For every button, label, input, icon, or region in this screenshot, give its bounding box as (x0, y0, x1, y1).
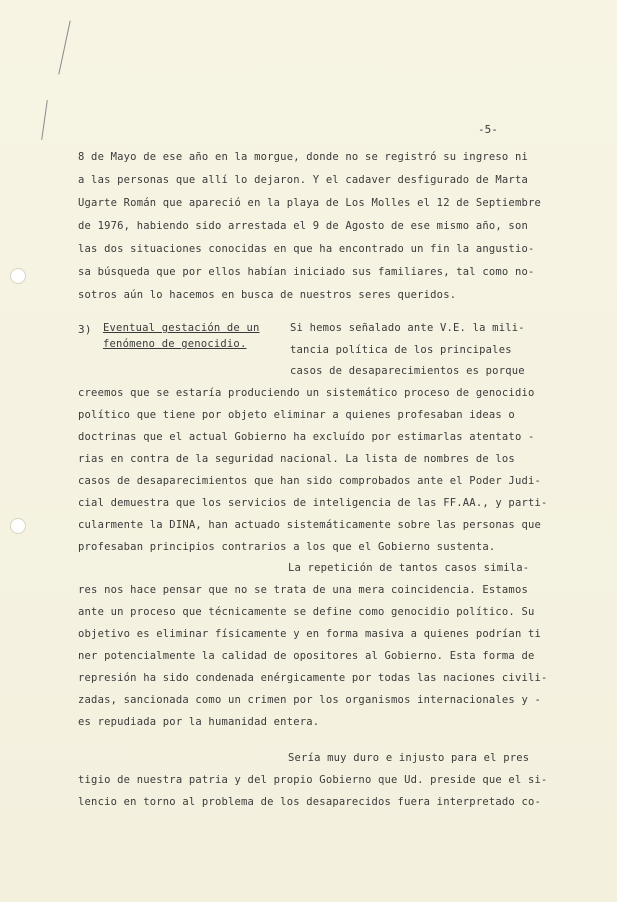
text-line: es repudiada por la humanidad entera. (78, 716, 320, 728)
text-line: creemos que se estaría produciendo un sistemático proceso de genocidio (78, 387, 535, 399)
text-line: rias en contra de la seguridad nacional. La lista de nombres de los (78, 453, 515, 465)
text-line: casos de desaparecimientos que han sido comprobados ante el Poder Judi- (78, 475, 542, 487)
text-line: represión ha sido condenada enérgicamente por todas las naciones civili- (78, 672, 548, 684)
text-line: objetivo es eliminar físicamente y en forma masiva a quienes podrían ti (78, 628, 542, 640)
section-number: 3) (78, 323, 92, 336)
section-heading-line2: fenómeno de genocidio. (103, 338, 247, 350)
punch-hole (10, 518, 26, 534)
text-line: Si hemos señalado ante V.E. la mili- (290, 322, 525, 334)
text-line: res nos hace pensar que no se trata de una mera coincidencia. Estamos (78, 584, 528, 596)
page-number: -5- (478, 123, 498, 136)
text-line: casos de desaparecimientos es porque (290, 365, 525, 377)
text-line: profesaban principios contrarios a los que el Gobierno sustenta. (78, 541, 496, 553)
text-line: doctrinas que el actual Gobierno ha excluído por estimarlas atentato - (78, 431, 535, 443)
text-line: de 1976, habiendo sido arrestada el 9 de Agosto de ese mismo año, son (78, 220, 528, 232)
margin-pen-mark (41, 100, 48, 140)
text-line: tigio de nuestra patria y del propio Gobierno que Ud. preside que el si- (78, 774, 548, 786)
text-line: Sería muy duro e injusto para el pres (288, 752, 530, 764)
text-line: político que tiene por objeto eliminar a quienes profesaban ideas o (78, 409, 515, 421)
text-line: sa búsqueda que por ellos habían iniciado sus familiares, tal como no- (78, 266, 535, 278)
text-line: lencio en torno al problema de los desaparecidos fuera interpretado co- (78, 796, 542, 808)
text-line: zadas, sancionada como un crimen por los organismos internacionales y - (78, 694, 542, 706)
text-line: sotros aún lo hacemos en busca de nuestros seres queridos. (78, 289, 457, 301)
section-heading-line1: Eventual gestación de un (103, 322, 260, 334)
text-line: La repetición de tantos casos simila- (288, 562, 530, 574)
text-line: cial demuestra que los servicios de inteligencia de las FF.AA., y parti- (78, 497, 548, 509)
text-line: las dos situaciones conocidas en que ha encontrado un fin la angustio- (78, 243, 535, 255)
text-line: tancia política de los principales (290, 344, 512, 356)
text-line: ante un proceso que técnicamente se define como genocidio político. Su (78, 606, 535, 618)
punch-hole (10, 268, 26, 284)
text-line: a las personas que allí lo dejaron. Y el cadaver desfigurado de Marta (78, 174, 528, 186)
margin-pen-mark-top (58, 20, 70, 74)
text-line: cularmente la DINA, han actuado sistemáticamente sobre las personas que (78, 519, 542, 531)
text-line: 8 de Mayo de ese año en la morgue, donde no se registró su ingreso ni (78, 151, 528, 163)
text-line: ner potencialmente la calidad de opositores al Gobierno. Esta forma de (78, 650, 535, 662)
text-line: Ugarte Román que apareció en la playa de Los Molles el 12 de Septiembre (78, 197, 542, 209)
